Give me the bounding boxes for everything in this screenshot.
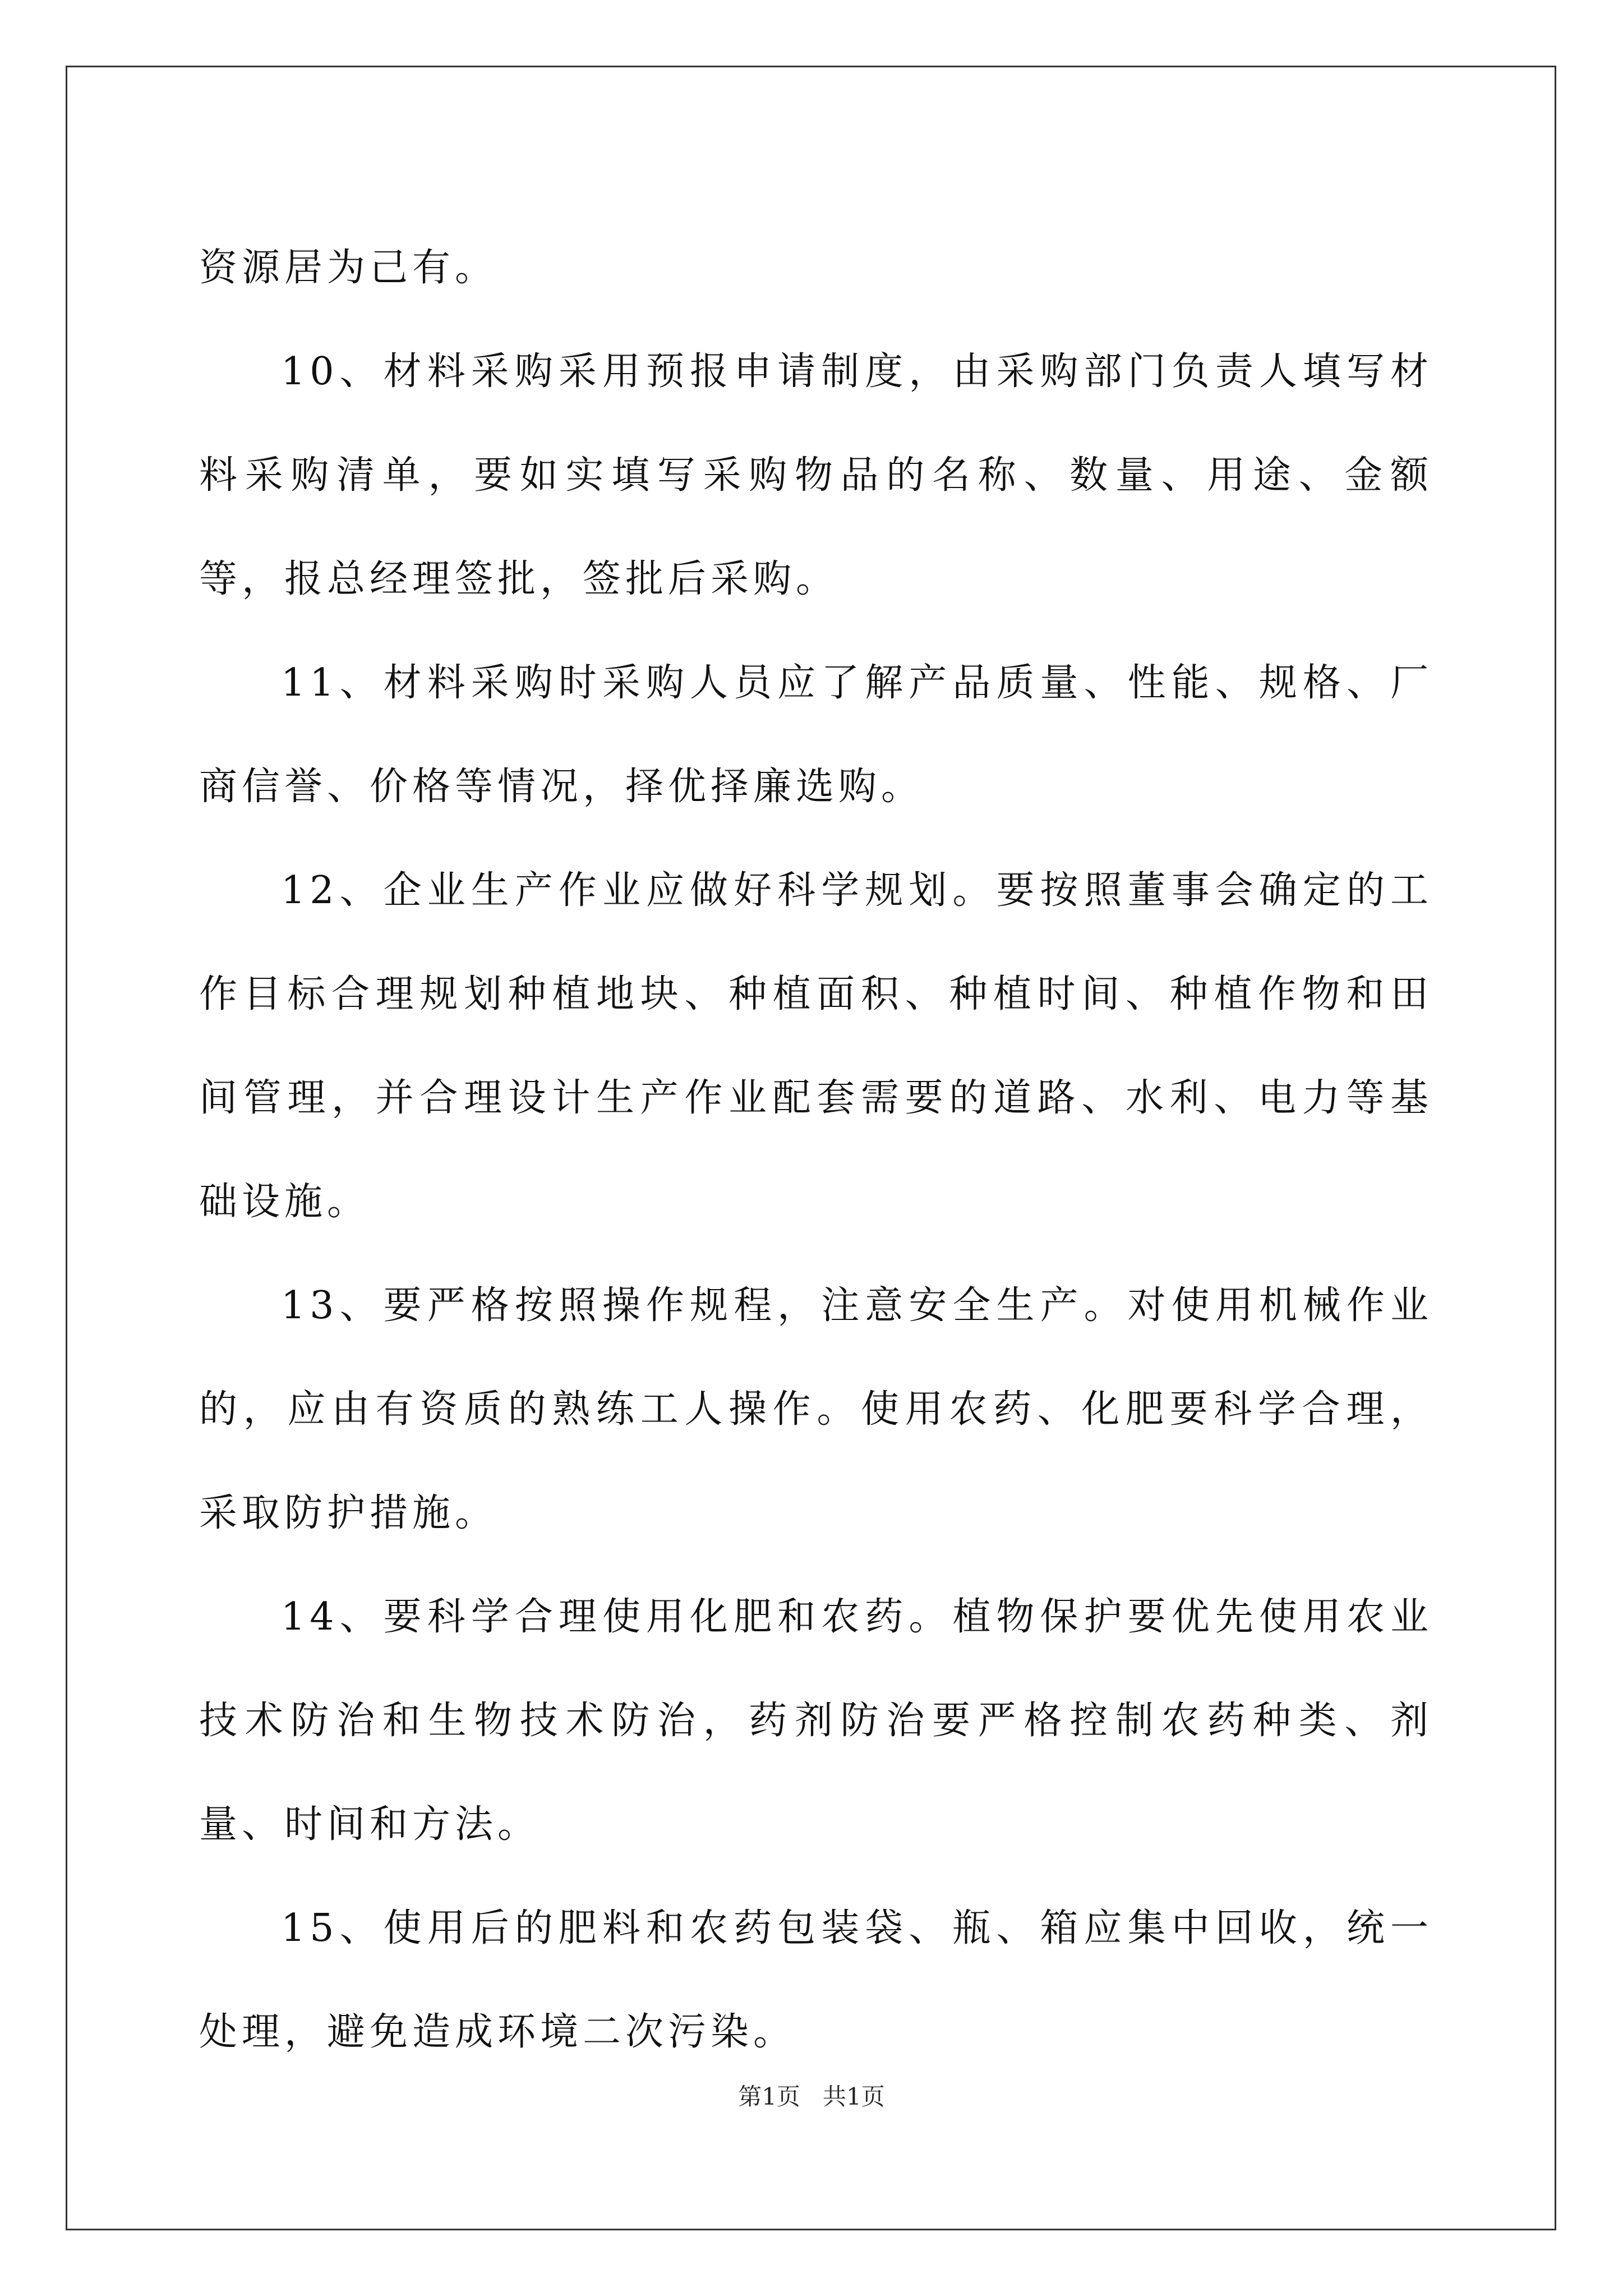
- page-total: 共1页: [823, 2083, 885, 2110]
- paragraph-10: 10、材料采购采用预报申请制度，由采购部门负责人填写材料采购清单，要如实填写采购物品的名称、数量、用途、金额等，报总经理签批，签批后采购。: [199, 349, 1433, 601]
- paragraph-continuation: 资源居为己有。: [199, 246, 498, 290]
- document-body: [199, 216, 1433, 2084]
- paragraph-12: 12、企业生产作业应做好科学规划。要按照董事会确定的工作目标合理规划种植地块、种植面积、种植时间、种植作物和田间管理，并合理设计生产作业配套需要的道路、水利、电力等基础设施。: [199, 868, 1433, 1224]
- page-number: 第1页: [738, 2083, 800, 2110]
- paragraph-15: 15、使用后的肥料和农药包装袋、瓶、箱应集中回收，统一处理，避免造成环境二次污染。: [199, 1906, 1433, 2054]
- paragraph-14: 14、要科学合理使用化肥和农药。植物保护要优先使用农业技术防治和生物技术防治，药剂防治要严格控制农药种类、剂量、时间和方法。: [199, 1595, 1433, 1847]
- paragraph-11: 11、材料采购时采购人员应了解产品质量、性能、规格、厂商信誉、价格等情况，择优择廉选购。: [199, 661, 1433, 809]
- paragraph-13: 13、要严格按照操作规程，注意安全生产。对使用机械作业的，应由有资质的熟练工人操作。使用农药、化肥要科学合理，采取防护措施。: [199, 1283, 1433, 1535]
- page-footer: [0, 2080, 1623, 2114]
